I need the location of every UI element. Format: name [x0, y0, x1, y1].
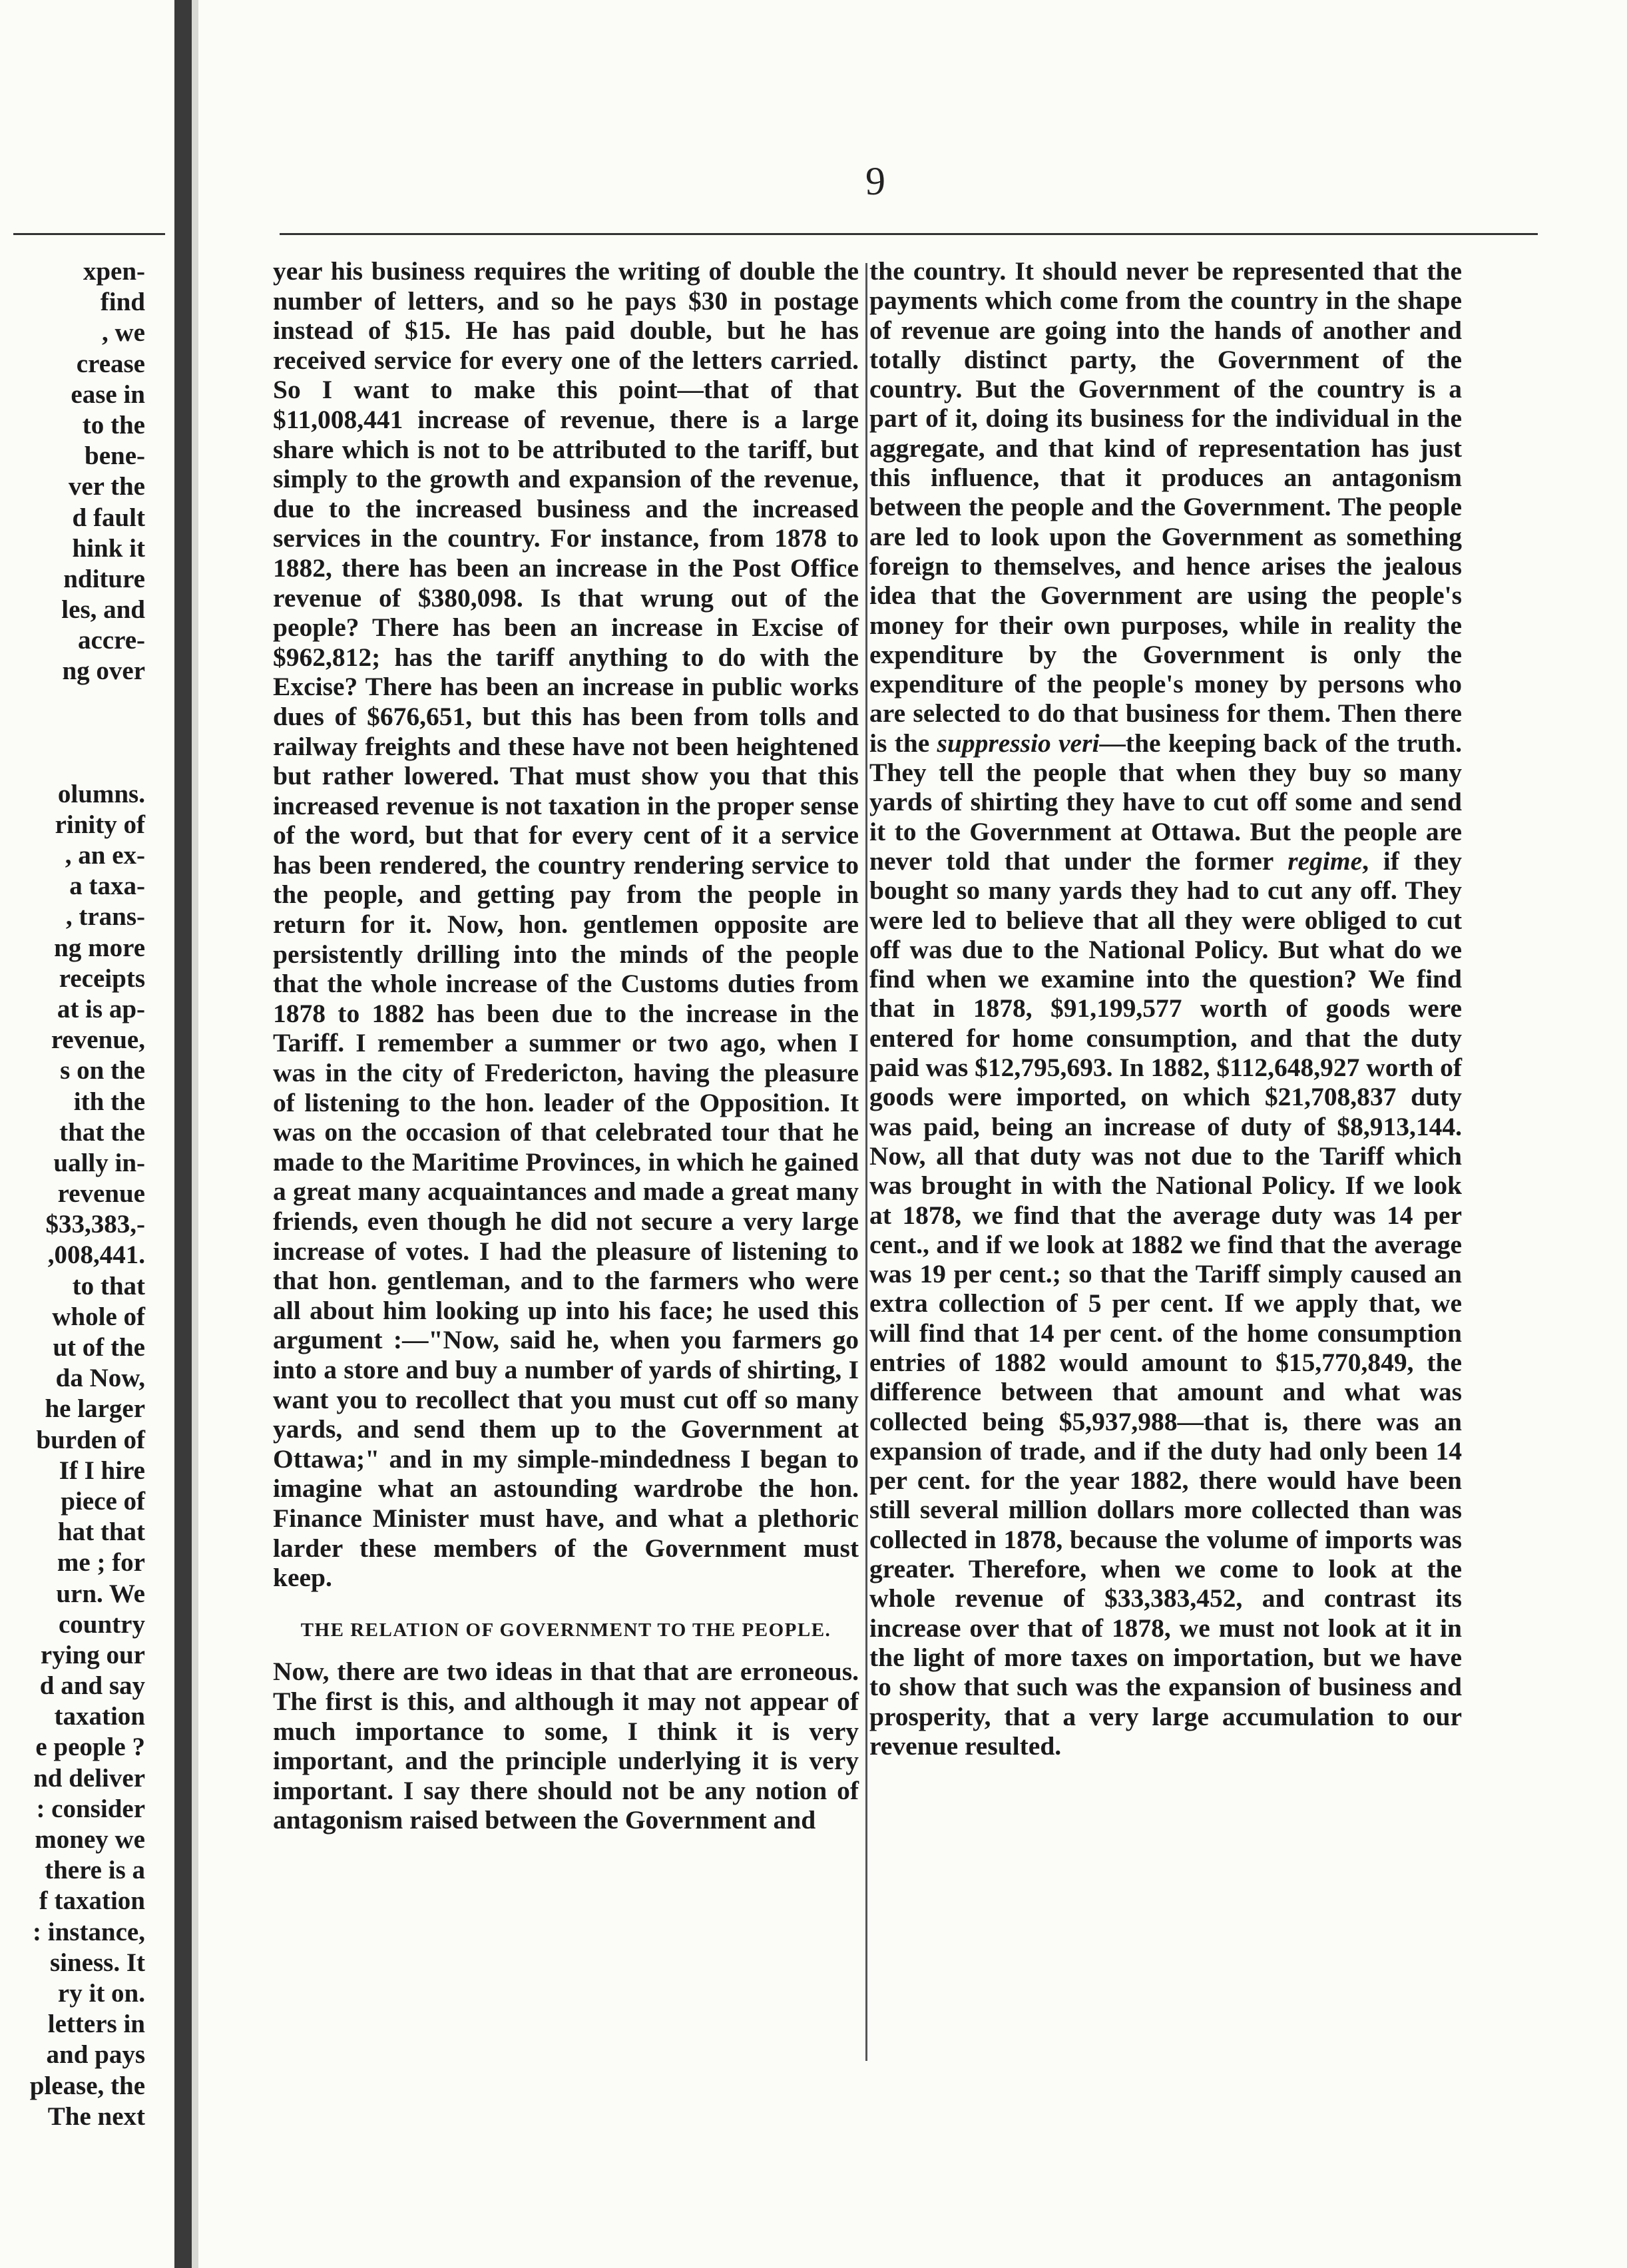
- fragment-line: If I hire: [59, 1456, 145, 1485]
- fragment-line: xpen-: [83, 257, 145, 286]
- fragment-line: crease: [76, 349, 145, 378]
- fragment-line: : consider: [36, 1794, 145, 1823]
- right-text-b: —the keeping back of the truth. They tell the people that when they buy so many yards of shirting they have to cut off some and send it to the Government at Ottawa. But the people are never told that under the former: [869, 728, 1463, 876]
- fragment-line: ng more: [54, 933, 145, 962]
- section-heading: THE RELATION OF GOVERNMENT TO THE PEOPLE.: [300, 1619, 831, 1641]
- fragment-line: accre-: [77, 626, 145, 655]
- regime-italic: regime: [1287, 846, 1363, 876]
- fragment-line: money we: [35, 1825, 145, 1854]
- fragment-line: nd deliver: [33, 1763, 145, 1793]
- fragment-line: letters in: [47, 2010, 145, 2039]
- fragment-line: country: [59, 1609, 145, 1639]
- fragment-line: burden of: [36, 1425, 145, 1454]
- fragment-line: he larger: [45, 1394, 145, 1424]
- right-paragraph: [869, 256, 1462, 1761]
- book-spine-shadow: [174, 0, 192, 2268]
- right-column: [869, 256, 1462, 1761]
- fragment-line: bene-: [85, 441, 145, 471]
- fragment-line: siness. It: [49, 1948, 145, 1977]
- fragment-line: The next: [47, 2102, 145, 2131]
- fragment-line: whole of: [52, 1302, 145, 1331]
- previous-page-column-fragment: [0, 256, 145, 2132]
- fragment-line: ut of the: [53, 1333, 145, 1362]
- fragment-line: hat that: [57, 1518, 145, 1547]
- fragment-line: , we: [102, 318, 145, 348]
- fragment-line: urn. We: [56, 1579, 145, 1608]
- fragment-line: a taxa-: [69, 872, 145, 901]
- fragment-line: d fault: [72, 503, 145, 532]
- fragment-line: please, the: [29, 2071, 145, 2100]
- fragment-line: at is ap-: [57, 994, 145, 1023]
- fragment-line: ,008,441.: [47, 1241, 145, 1270]
- fragment-line: revenue: [57, 1179, 145, 1209]
- fragment-line: hink it: [72, 533, 145, 563]
- fragment-line: olumns.: [57, 779, 145, 808]
- column-divider: [865, 263, 867, 2061]
- fragment-line: taxation: [54, 1702, 145, 1731]
- header-rule: [280, 233, 1538, 235]
- page-number: 9: [865, 159, 885, 203]
- fragment-line: nditure: [63, 564, 145, 593]
- header-rule-left: [13, 233, 165, 235]
- fragment-line: ually in-: [53, 1148, 145, 1177]
- fragment-line: ease in: [71, 380, 145, 409]
- fragment-line: me ; for: [57, 1548, 145, 1577]
- fragment-line: revenue,: [51, 1025, 145, 1055]
- fragment-line: les, and: [61, 595, 145, 625]
- fragment-line: , trans-: [65, 902, 145, 932]
- right-text-a: the country. It should never be represented that the payments which come from the country in the shape of revenue are going into the hands of another and totally distinct party, the Government of the country. But the Government of the country is a part of it, doing its business for the individual in the aggregate, and that kind of representation has just this influence, that it produces an antagonism between the people and the Government. The people are led to look upon the Government as something foreign to themselves, and hence arises the jealous idea that the Government are using the people's money for their own purposes, while in reality the expenditure by the Government is only the expenditure of the people's money by persons who are selected to do that business for them. Then there is the: [869, 256, 1462, 758]
- middle-paragraph-2: Now, there are two ideas in that that are erroneous. The first is this, and although it may not appear of much importance to some, I think it is very important, and the principle underlying it is very important. I say there should not be any notion of antagonism raised between the Government and: [273, 1657, 859, 1835]
- fragment-line: $33,383,-: [45, 1210, 145, 1239]
- fragment-line: there is a: [45, 1856, 145, 1885]
- fragment-line: and pays: [46, 2040, 145, 2070]
- fragment-line: that the: [59, 1117, 145, 1147]
- fragment-line: : instance,: [33, 1917, 145, 1946]
- fragment-line: receipts: [59, 964, 145, 993]
- fragment-line: da Now,: [55, 1364, 145, 1393]
- fragment-line: to the: [82, 410, 145, 439]
- fragment-gap: [0, 687, 145, 779]
- fragment-line: d and say: [39, 1671, 145, 1701]
- fragment-line: ver the: [68, 472, 145, 501]
- page-edge: [192, 0, 198, 2268]
- fragment-line: piece of: [61, 1486, 145, 1516]
- fragment-line: , an ex-: [65, 841, 145, 870]
- fragment-line: s on the: [60, 1056, 145, 1085]
- fragment-line: to that: [72, 1271, 145, 1300]
- fragment-line: ry it on.: [57, 1978, 145, 2008]
- fragment-line: e people ?: [35, 1733, 145, 1762]
- middle-paragraph-1: year his business requires the writing of double the number of letters, and so he pays $30 in postage instead of $15. He has paid double, but he has received service for every one of the letters carried. So I want to make this point—that of that $11,008,441 increase of revenue, there is a large share which is not to be attributed to the tariff, but simply to the growth and expansion of the revenue, due to the increased business and the increased services in the country. For instance, from 1878 to 1882, there has been an increase in the Post Office revenue of $380,098. Is that wrung out of the people? There has been an increase in Excise of $962,812; has the tariff anything to do with the Excise? There has been an increase in public works dues of $676,651, but this has been from tolls and railway freights and these have not been heightened but rather lowered. That must show you that this increased revenue is not taxation in the proper sense of the word, but that for every cent of it a service has been rendered, the country rendering service to the people, and getting pay from the people in return for it. Now, hon. gentlemen opposite are persistently drilling into the minds of the people that the whole increase of the Customs duties from 1878 to 1882 has been due to the increase in the Tariff. I remember a summer or two ago, when I was in the city of Fredericton, having the pleasure of listening to the hon. leader of the Opposition. It was on the occasion of that celebrated tour that he made to the Maritime Provinces, in which he gained a great many acquaintances and made a great many friends, even though he did not secure a very large increase of votes. I had the pleasure of listening to that hon. gentleman, and to the farmers who were all about him looking up into his face; he used this argument :—"Now, said he, when you farmers go into a store and buy a number of yards of shirting, I want you to recollect that you must cut off so many yards, and send them up to the Government at Ottawa;" and in my simple-mindedness I began to imagine what an astounding wardrobe the hon. Finance Minister must have, and what a plethoric larder these members of the Government must keep.: [273, 256, 859, 1593]
- fragment-line: f taxation: [39, 1886, 145, 1916]
- fragment-line: ng over: [62, 657, 145, 686]
- right-text-c: , if they bought so many yards they had to cut any off. They were led to believe that all they were obliged to cut off was due to the National Policy. But what do we find when we examine into the question? We find that in 1878, $91,199,577 worth of goods were entered for home consumption, and that the duty paid was $12,795,693. In 1882, $112,648,927 worth of goods were imported, on which $21,708,837 duty was paid, being an increase of duty of $8,913,144. Now, all that duty was not due to the Tariff which was brought in with the National Policy. If we look at 1878, we find that the average duty was 14 per cent., and if we look at 1882 we find that the average was 19 per cent.; so that the Tariff simply caused an extra collection of 5 per cent. If we apply that, we will find that 14 per cent. of the home consumption entries of 1882 would amount to $15,770,849, the difference between that amount and what was collected being $5,937,988—that is, there was an expansion of trade, and if the duty had only been 14 per cent. for the year 1882, there would have been still several million dollars more collected than was collected in 1878, because the volume of imports was greater. Therefore, when we come to look at the whole revenue of $33,383,452, and contrast its increase over that of 1878, we must not look at it in the light of more taxes on importation, but we have to show that such was the expansion of business and prosperity, that a very large accumulation to our revenue resulted.: [869, 846, 1462, 1761]
- fragment-line: ith the: [73, 1087, 145, 1116]
- suppressio-veri-italic: suppressio veri: [937, 728, 1100, 758]
- fragment-line: rying our: [40, 1640, 145, 1669]
- middle-column: [273, 256, 859, 1835]
- fragment-line: rinity of: [55, 810, 145, 839]
- fragment-line: find: [100, 288, 145, 317]
